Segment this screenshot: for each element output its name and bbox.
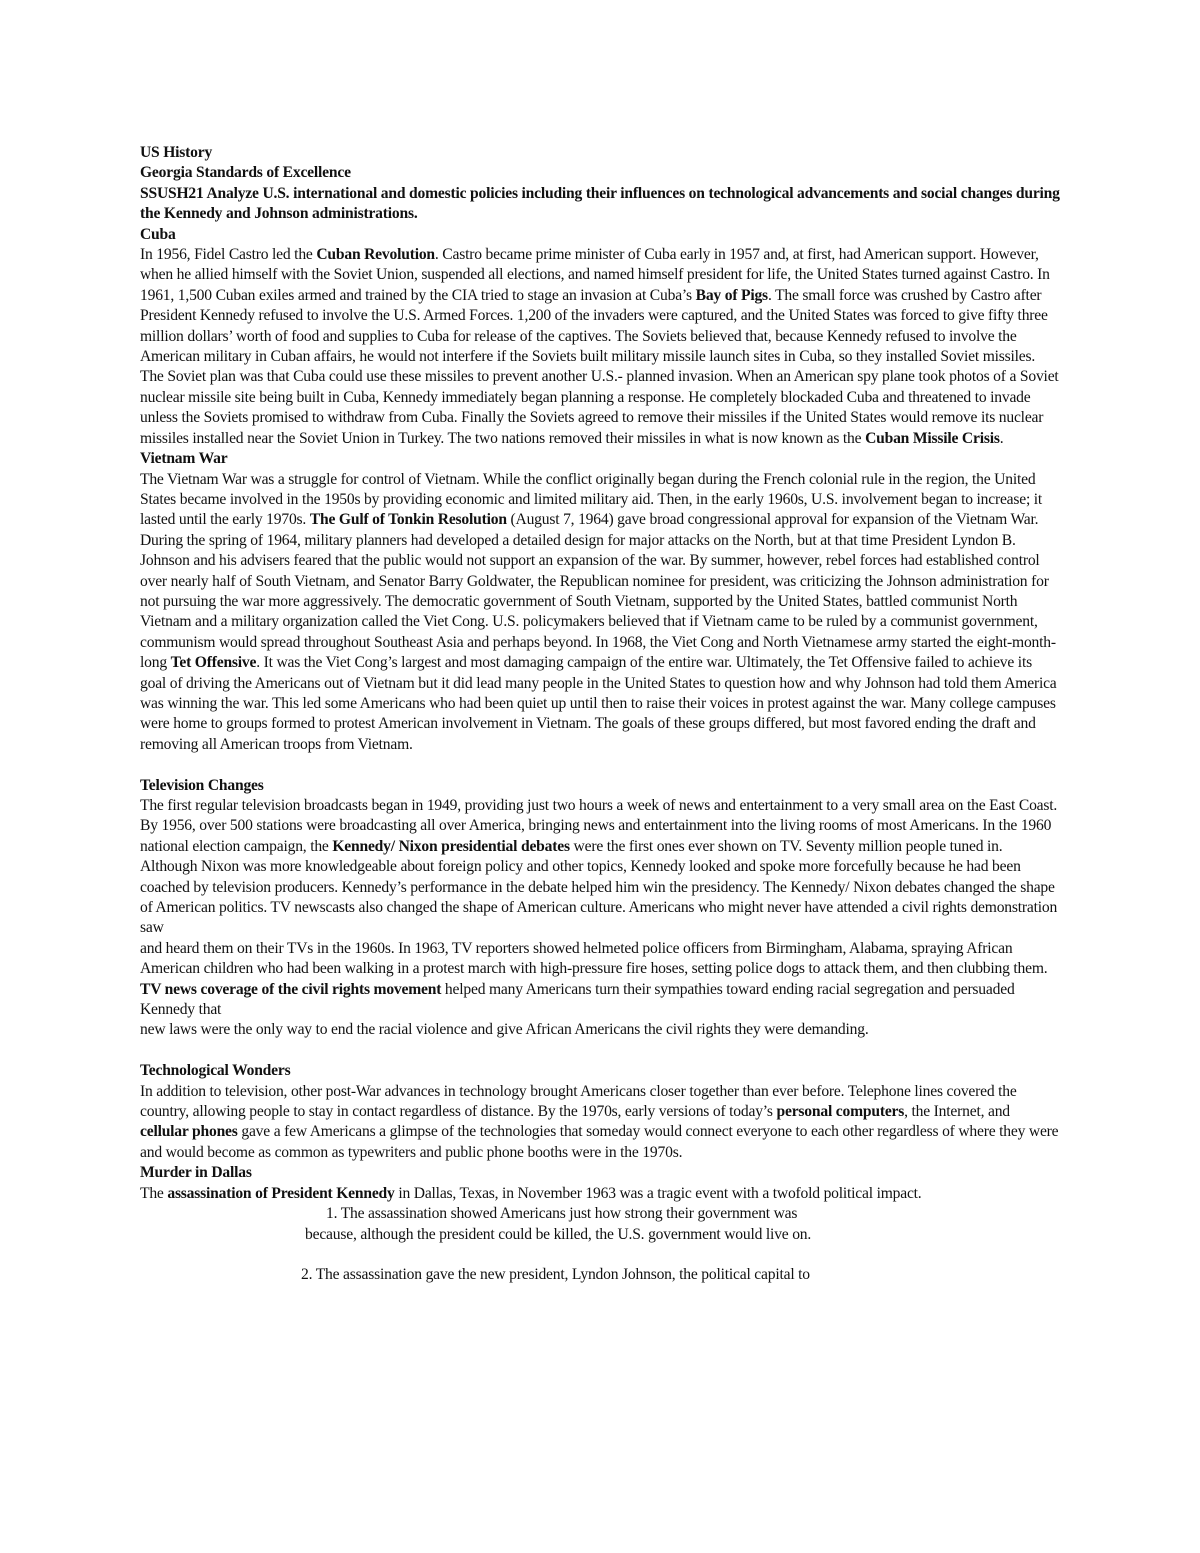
text-run: were the first ones ever shown on TV. Seventy million people tuned in. Although Nixon was more knowledgeable about foreign policy and other topics, Kennedy looked and spoke more forcefully because he had been coached by television producers. Kennedy’s performance in the debate helped him win the presidency. The Kennedy/ Nixon debates changed the shape of American politics. TV newscasts also changed the shape of American culture. Americans who might never have attended a civil rights demonstration saw — [140, 837, 1058, 937]
text-run: and heard them on their TVs in the 1960s. In 1963, TV reporters showed helmeted police officers from Birmingham, Alabama, spraying African American children who had been walking in a protest march with high-pressure fire hoses, setting police dogs to attack them, and then clubbing them. — [140, 939, 1048, 978]
document-page — [140, 143, 1060, 1286]
list-item-2: 2. The assassination gave the new president, Lyndon Johnson, the political capital to — [301, 1266, 810, 1284]
text-run: , the Internet, and — [904, 1103, 1010, 1121]
list-item-1-continued: because, although the president could be killed, the U.S. government would live on. — [305, 1225, 812, 1243]
blank-line — [140, 1245, 1060, 1265]
paragraph-television-3: new laws were the only way to end the racial violence and give African Americans the civil rights they were demanding. — [140, 1021, 869, 1039]
key-term: The Gulf of Tonkin Resolution — [309, 511, 507, 529]
course-title: US History — [140, 144, 213, 161]
key-term: assassination of President Kennedy — [167, 1184, 395, 1202]
key-term: TV news coverage of the civil rights movement — [140, 980, 442, 998]
section-heading-television: Television Changes — [140, 776, 264, 794]
text-run: . The small force was crushed by Castro after President Kennedy refused to involve the U.S. Armed Forces. 1,200 of the invaders were captured, and the United States was forced to give fifty three million dollars’ worth of food and supplies to Cuba for release of the captives. The Soviets believed that, because Kennedy refused to involve the American military in Cuban affairs, he would not interfere if the Soviets built military missile launch sites in Cuba, so they installed Soviet missiles. The Soviet plan was that Cuba could use these missiles to prevent another U.S.- planned invasion. When an American spy plane took photos of a Soviet nuclear missile site being built in Cuba, Kennedy immediately began planning a response. He completely blockaded Cuba and threatened to invade unless the Soviets promised to withdraw from Cuba. Finally the Soviets agreed to remove their missiles if the United States would remove its nuclear missiles installed near the Soviet Union in Turkey. The two nations removed their missiles in what is now known as the — [140, 286, 1059, 447]
key-term: cellular phones — [140, 1123, 238, 1141]
text-run: The — [140, 1184, 168, 1202]
text-run: . Castro became prime minister of Cuba early in 1957 and, at first, had American support. However, when he allied himself with the Soviet Union, suspended all elections, and named himself president for life, the United States turned against Castro. In 1961, 1,500 Cuban exiles armed and trained by the CIA tried to stage an invasion at Cuba’s — [140, 246, 1050, 304]
text-run: The first regular television broadcasts began in 1949, providing just two hours a week of news and entertainment to a very small area on the East Coast. By 1956, over 500 stations were broadcasting all over America, bringing news and entertainment into the living rooms of most Americans. In the 1960 national election campaign, the — [140, 796, 1058, 855]
section-heading-vietnam: Vietnam War — [140, 450, 228, 468]
key-term: Bay of Pigs — [695, 286, 768, 304]
paragraph-cuba — [140, 245, 1060, 449]
paragraph-dallas — [140, 1184, 1060, 1204]
blank-line — [140, 755, 1060, 775]
standard-statement: SSUSH21 Analyze U.S. international and domestic policies including their influences on technological advancements and social changes during the Kennedy and Johnson administrations. — [140, 184, 1060, 223]
key-term: Tet Offensive — [170, 654, 257, 672]
paragraph-technology — [140, 1082, 1060, 1164]
text-run: gave a few Americans a glimpse of the technologies that someday would connect everyone to each other regardless of where they were and would become as common as typewriters and public phone booths were in the 1970s. — [140, 1123, 1059, 1161]
section-heading-technology: Technological Wonders — [140, 1062, 291, 1080]
text-run: (August 7, 1964) gave broad congressional approval for expansion of the Vietnam War. During the spring of 1964, military planners had developed a detailed design for major attacks on the North, but at that time President Lyndon B. Johnson and his advisers feared that the public would not support an expansion of the war. By summer, however, rebel forces had established control over nearly half of South Vietnam, and Senator Barry Goldwater, the Republican nominee for president, was criticizing the Johnson administration for not pursuing the war more aggressively. The democratic government of South Vietnam, supported by the United States, battled communist North Vietnam and a military organization called the Viet Cong. U.S. policymakers believed that if Vietnam came to be ruled by a communist government, communism would spread throughout Southeast Asia and perhaps beyond. In 1968, the Viet Cong and North Vietnamese army started the eight-month-long — [140, 511, 1056, 672]
section-heading-cuba: Cuba — [140, 225, 176, 243]
section-heading-dallas: Murder in Dallas — [140, 1164, 252, 1182]
key-term: Kennedy/ Nixon presidential debates — [332, 837, 570, 855]
text-run: . It was the Viet Cong’s largest and most damaging campaign of the entire war. Ultimately, the Tet Offensive failed to achieve its goal of driving the Americans out of Vietnam but it did lead many people in the United States to question how and why Johnson had told them America was winning the war. This led some Americans who had been quiet up until then to raise their voices in protest against the war. Many college campuses were home to groups formed to protest American involvement in Vietnam. The goals of these groups differed, but most favored ending the draft and removing all American troops from Vietnam. — [140, 654, 1057, 753]
text-run: . — [999, 429, 1004, 447]
key-term: personal computers — [776, 1103, 905, 1121]
text-run: In addition to television, other post-War advances in technology brought Americans closer together than ever before. Telephone lines covered the country, allowing people to stay in contact regardless of distance. By the 1970s, early versions of today’s — [140, 1082, 1017, 1121]
paragraph-television-1 — [140, 796, 1060, 939]
paragraph-television-2 — [140, 939, 1060, 1021]
text-run: In 1956, Fidel Castro led the — [140, 246, 317, 264]
list-item-1: 1. The assassination showed Americans just how strong their government was — [326, 1205, 798, 1223]
text-run: helped many Americans turn their sympathies toward ending racial segregation and persuaded Kennedy that — [140, 980, 1015, 1019]
paragraph-vietnam — [140, 470, 1060, 756]
text-run: The Vietnam War was a struggle for control of Vietnam. While the conflict originally began during the French colonial rule in the region, the United States became involved in the 1950s by providing economic and limited military aid. Then, in the early 1960s, U.S. involvement began to increase; it lasted until the early 1970s. — [140, 470, 1043, 529]
standards-title: Georgia Standards of Excellence — [140, 164, 351, 182]
key-term: Cuban Missile Crisis — [865, 429, 1000, 447]
text-run: in Dallas, Texas, in November 1963 was a tragic event with a twofold political impact. — [394, 1184, 922, 1202]
blank-line — [140, 1041, 1060, 1061]
key-term: Cuban Revolution — [316, 246, 435, 264]
